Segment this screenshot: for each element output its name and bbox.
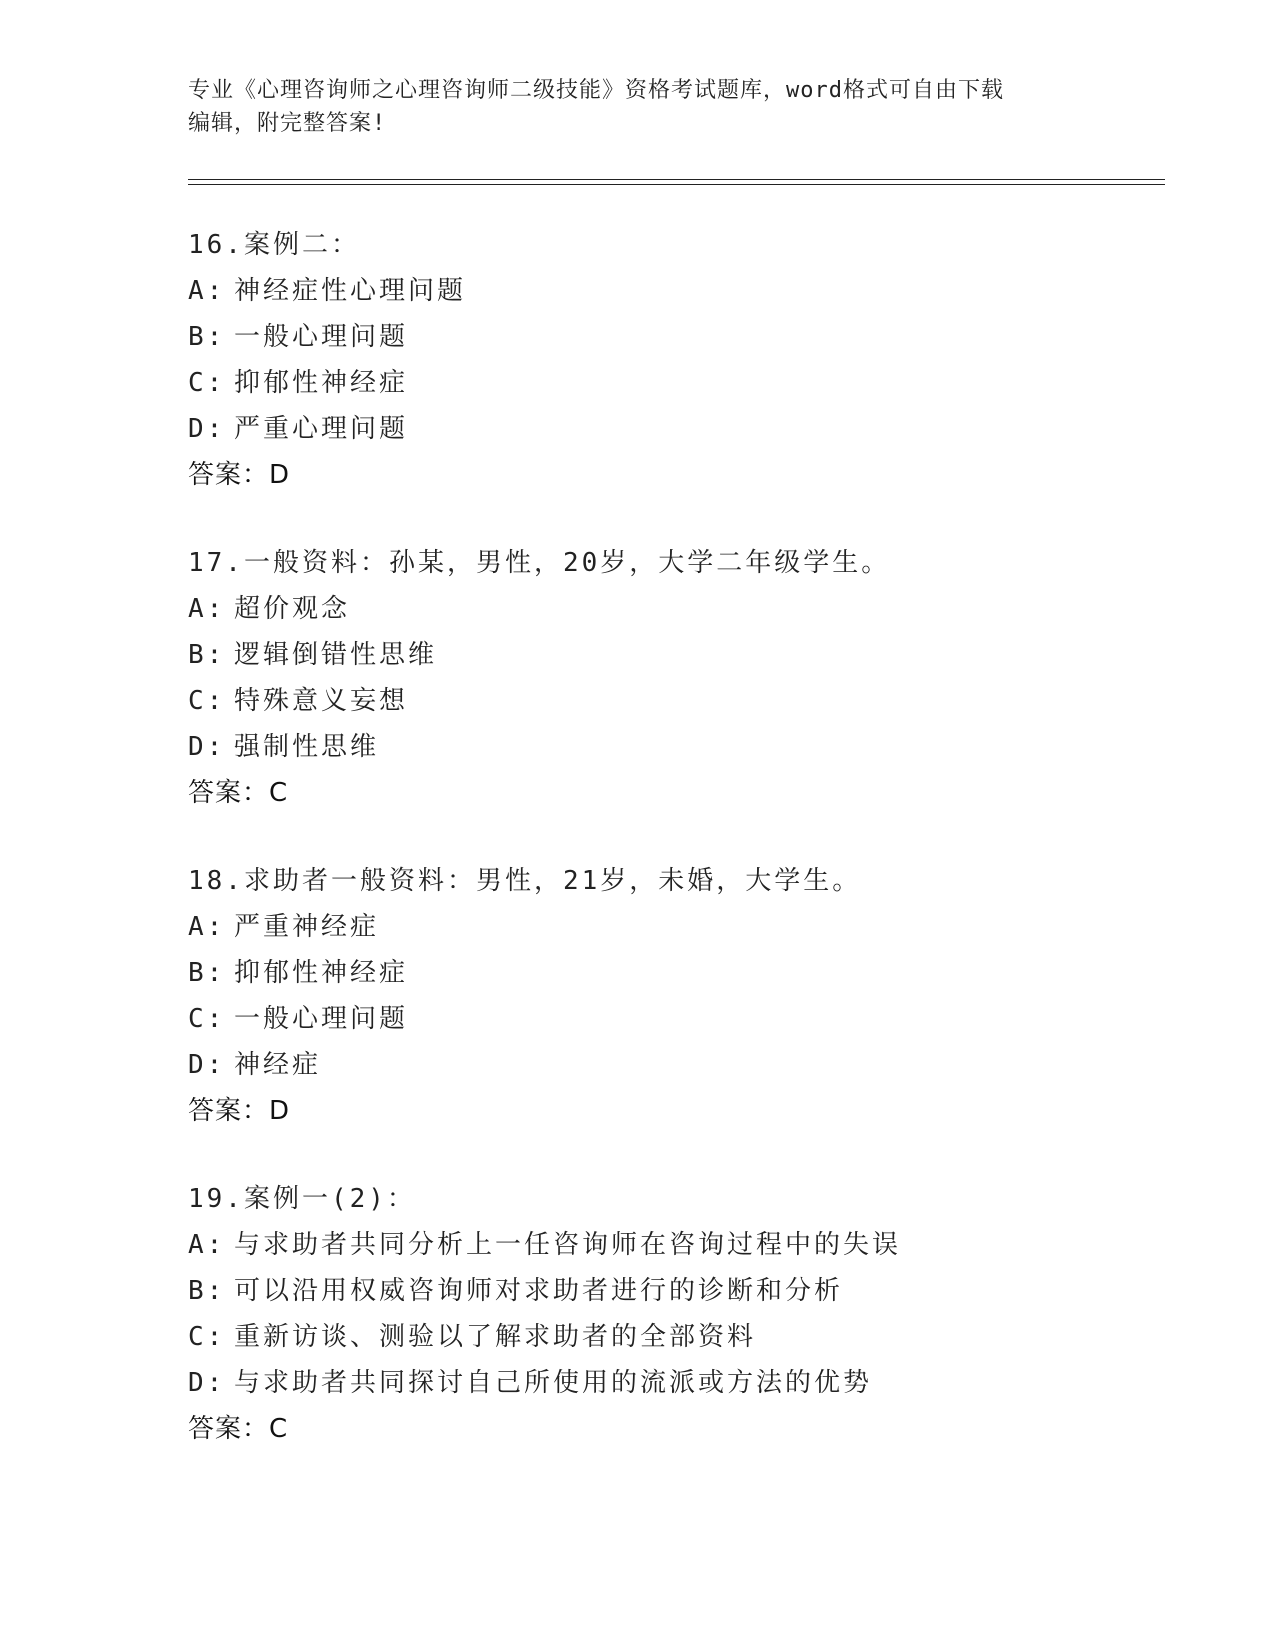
header-line-1: 专业《心理咨询师之心理咨询师二级技能》资格考试题库，word格式可自由下载: [188, 78, 1004, 103]
option-text: 一般心理问题: [234, 1004, 409, 1034]
option-d: [188, 1360, 1188, 1406]
answer-line: 答案：D: [188, 1096, 291, 1126]
option-text: 特殊意义妄想: [234, 686, 409, 716]
option-text: 与求助者共同探讨自己所使用的流派或方法的优势: [234, 1368, 873, 1398]
option-key: D:: [188, 1050, 226, 1080]
option-key: D:: [188, 414, 226, 444]
option-text: 严重神经症: [234, 912, 380, 942]
option-text: 超价观念: [234, 594, 351, 624]
option-c: [188, 678, 1188, 724]
option-key: A:: [188, 594, 226, 624]
header-line-2: 编辑，附完整答案!: [188, 111, 387, 136]
option-key: D:: [188, 1368, 226, 1398]
option-text: 神经症: [234, 1050, 322, 1080]
option-c: [188, 996, 1188, 1042]
option-a: [188, 1222, 1188, 1268]
option-key: A:: [188, 276, 226, 306]
option-b: [188, 1268, 1188, 1314]
question-stem: 17.一般资料：孙某，男性，20岁，大学二年级学生。: [188, 548, 891, 578]
option-key: B:: [188, 322, 226, 352]
option-text: 一般心理问题: [234, 322, 409, 352]
answer-line: 答案：D: [188, 460, 291, 490]
option-key: B:: [188, 640, 226, 670]
option-c: [188, 1314, 1188, 1360]
option-d: [188, 406, 1188, 452]
answer-line: 答案：C: [188, 778, 289, 808]
option-text: 强制性思维: [234, 732, 380, 762]
option-c: [188, 360, 1188, 406]
question-16: [188, 222, 1188, 498]
option-text: 抑郁性神经症: [234, 958, 409, 988]
option-b: [188, 632, 1188, 678]
option-a: [188, 586, 1188, 632]
option-d: [188, 1042, 1188, 1088]
option-d: [188, 724, 1188, 770]
option-b: [188, 314, 1188, 360]
option-text: 重新访谈、测验以了解求助者的全部资料: [234, 1322, 757, 1352]
option-key: A:: [188, 912, 226, 942]
option-text: 逻辑倒错性思维: [234, 640, 438, 670]
option-text: 与求助者共同分析上一任咨询师在咨询过程中的失误: [234, 1230, 902, 1260]
question-18: [188, 858, 1188, 1134]
option-b: [188, 950, 1188, 996]
option-key: C:: [188, 368, 226, 398]
option-key: B:: [188, 1276, 226, 1306]
option-key: B:: [188, 958, 226, 988]
question-17: [188, 540, 1188, 816]
option-text: 严重心理问题: [234, 414, 409, 444]
option-key: C:: [188, 1004, 226, 1034]
question-stem: 19.案例一(2)：: [188, 1184, 416, 1214]
document-header: [188, 74, 1088, 140]
option-key: A:: [188, 1230, 226, 1260]
option-key: C:: [188, 1322, 226, 1352]
option-a: [188, 904, 1188, 950]
question-stem: 18.求助者一般资料：男性，21岁，未婚，大学生。: [188, 866, 862, 896]
answer-line: 答案：C: [188, 1414, 289, 1444]
header-divider-bottom: [188, 184, 1165, 185]
option-a: [188, 268, 1188, 314]
option-text: 神经症性心理问题: [234, 276, 467, 306]
option-key: C:: [188, 686, 226, 716]
question-19: [188, 1176, 1188, 1452]
header-divider-top: [188, 179, 1165, 180]
question-stem: 16.案例二：: [188, 230, 360, 260]
option-text: 可以沿用权威咨询师对求助者进行的诊断和分析: [234, 1276, 844, 1306]
option-key: D:: [188, 732, 226, 762]
option-text: 抑郁性神经症: [234, 368, 409, 398]
